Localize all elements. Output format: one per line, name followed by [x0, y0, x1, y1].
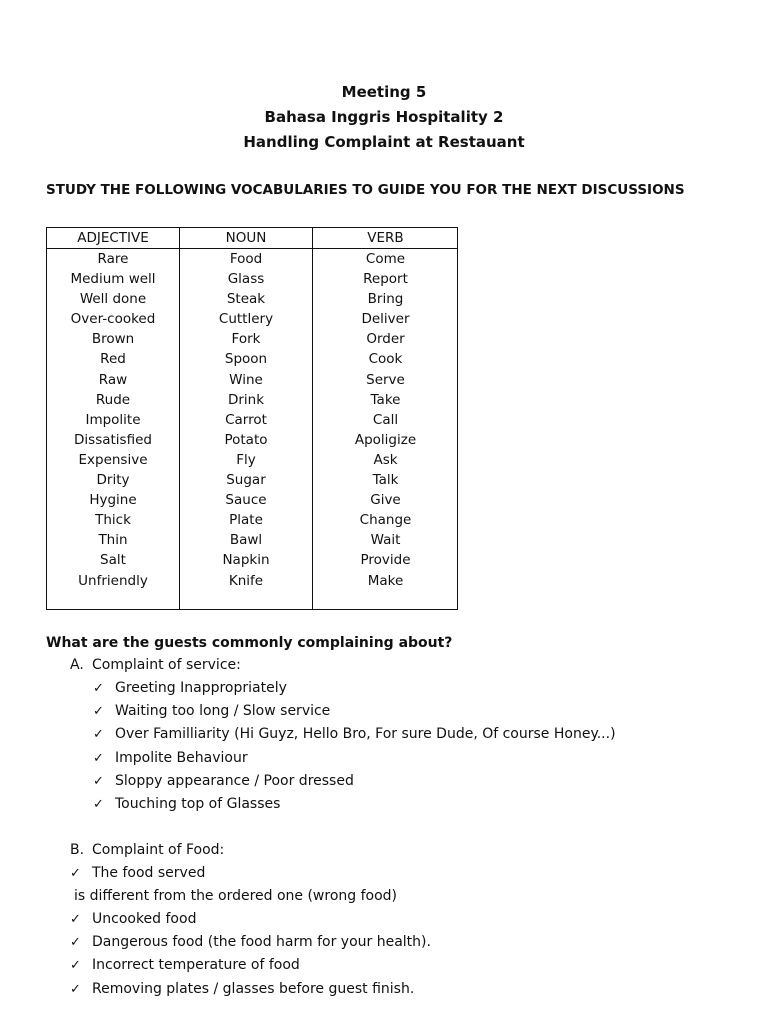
verb-cell: Cook [368, 351, 403, 368]
topic-title: Handling Complaint at Restauant [243, 133, 525, 151]
check-icon: ✓ [70, 981, 81, 997]
adjective-cells [47, 249, 179, 591]
section-b-item [70, 981, 414, 997]
section-b-letter: B. [70, 842, 85, 858]
adjective-cell: Rare [97, 251, 129, 267]
section-a-item [93, 773, 354, 789]
noun-cell: Fork [231, 331, 261, 348]
section-a-item [93, 703, 330, 719]
section-b-title: Complaint of Food: [92, 842, 225, 858]
check-icon: ✓ [93, 727, 104, 743]
verb-cell: Ask [373, 451, 398, 468]
adjective-cell: Well done [79, 291, 147, 308]
noun-cell: Food [229, 251, 263, 267]
verb-cell: Order [366, 331, 405, 348]
meeting-title: Meeting 5 [341, 83, 427, 101]
section-a-letter: A. [70, 657, 84, 673]
verb-cell: Give [370, 492, 401, 509]
check-icon: ✓ [70, 866, 81, 881]
check-icon: ✓ [70, 912, 81, 927]
verb-cell: Deliver [361, 311, 410, 328]
section-a-item-text: Greeting Inappropriately [115, 680, 287, 696]
adjective-cell: Salt [100, 552, 126, 569]
section-a-item-text: Over Familliarity (Hi Guyz, Hello Bro, For sure Dude, Of course Honey...) [115, 726, 616, 743]
section-b-heading [70, 842, 224, 858]
verb-cell: Provide [360, 552, 411, 569]
verb-cells [313, 249, 458, 591]
adjective-cell: Expensive [78, 451, 148, 468]
noun-cell: Cuttlery [218, 311, 274, 328]
course-title: Bahasa Inggris Hospitality 2 [264, 108, 504, 126]
check-icon: ✓ [93, 704, 104, 720]
noun-cell: Knife [228, 572, 264, 589]
adjective-cell: Thick [95, 512, 131, 529]
section-b-item [70, 934, 431, 950]
adjective-cell: Raw [98, 371, 128, 388]
noun-header: NOUN [180, 228, 312, 249]
check-icon: ✓ [93, 773, 104, 789]
adjective-cell: Thin [98, 532, 128, 549]
verb-cell: Apoligize [354, 431, 417, 448]
adjective-cell: Rude [95, 391, 131, 408]
section-a-item [93, 750, 248, 766]
noun-cell: Sugar [226, 472, 266, 489]
noun-cell: Drink [227, 391, 265, 408]
adjective-cell: Medium well [70, 271, 156, 288]
noun-cell: Plate [229, 512, 263, 529]
adjective-header: ADJECTIVE [47, 228, 179, 249]
adjective-cell: Impolite [85, 411, 141, 428]
noun-cell: Wine [229, 371, 263, 388]
noun-cell: Fly [236, 451, 256, 468]
noun-cell: Carrot [225, 411, 267, 428]
verb-cell: Report [363, 271, 408, 288]
section-a-item [93, 726, 616, 742]
verb-cell: Come [365, 251, 406, 267]
adjective-cell: Red [100, 351, 126, 368]
check-icon: ✓ [93, 797, 104, 812]
section-a-item-text: Touching top of Glasses [115, 796, 281, 812]
section-b-item-text: Incorrect temperature of food [92, 957, 300, 974]
instruction-heading: STUDY THE FOLLOWING VOCABULARIES TO GUIDE YOU FOR THE NEXT DISCUSSIONS [46, 182, 685, 198]
noun-cell: Glass [227, 271, 265, 288]
question-heading: What are the guests commonly complaining about? [46, 635, 453, 651]
section-a-item [93, 680, 287, 696]
noun-cell: Potato [224, 431, 268, 448]
vocabulary-table [46, 227, 458, 610]
section-b-item [70, 865, 205, 881]
noun-cell: Napkin [222, 552, 270, 569]
section-b-item-continuation: is different from the ordered one (wrong food) [74, 888, 398, 904]
verb-cell: Make [367, 572, 404, 589]
check-icon: ✓ [93, 750, 104, 766]
adjective-cell: Over-cooked [70, 311, 156, 328]
check-icon: ✓ [70, 935, 81, 951]
adjective-cell: Unfriendly [78, 572, 148, 589]
noun-cell: Bawl [229, 532, 263, 549]
verb-cell: Bring [367, 291, 404, 308]
section-a-item-text: Waiting too long / Slow service [115, 703, 331, 720]
adjective-cell: Brown [91, 331, 135, 348]
section-a-item-text: Impolite Behaviour [115, 749, 248, 766]
check-icon: ✓ [93, 681, 104, 696]
noun-cell: Sauce [225, 492, 267, 509]
verb-cell: Change [359, 512, 412, 529]
verb-cell: Serve [366, 371, 405, 388]
section-b-item-text: The food served [92, 865, 206, 881]
verb-cell: Talk [372, 472, 399, 489]
section-a-title: Complaint of service: [92, 657, 241, 673]
adjective-cell: Hygine [89, 492, 137, 509]
section-b-item-text: Uncooked food [92, 911, 197, 927]
section-b-item [70, 957, 300, 973]
section-a-heading [70, 657, 241, 673]
section-a-item-text: Sloppy appearance / Poor dressed [115, 772, 354, 789]
noun-cells [180, 249, 312, 591]
verb-cell: Wait [370, 532, 401, 549]
section-b-item-text: Removing plates / glasses before guest finish. [92, 980, 415, 997]
adjective-cell: Drity [96, 472, 130, 489]
adjective-column [47, 228, 180, 609]
section-a-item [93, 796, 280, 812]
verb-cell: Take [370, 391, 401, 408]
adjective-cell: Dissatisfied [74, 431, 152, 448]
section-b-item-text: Dangerous food (the food harm for your health). [92, 934, 431, 951]
verb-column [313, 228, 458, 609]
section-b-item [70, 911, 196, 927]
noun-cell: Spoon [224, 351, 268, 368]
noun-cell: Steak [226, 291, 266, 308]
verb-cell: Call [372, 411, 399, 428]
check-icon: ✓ [70, 958, 81, 974]
noun-column [180, 228, 313, 609]
verb-header: VERB [313, 228, 458, 249]
